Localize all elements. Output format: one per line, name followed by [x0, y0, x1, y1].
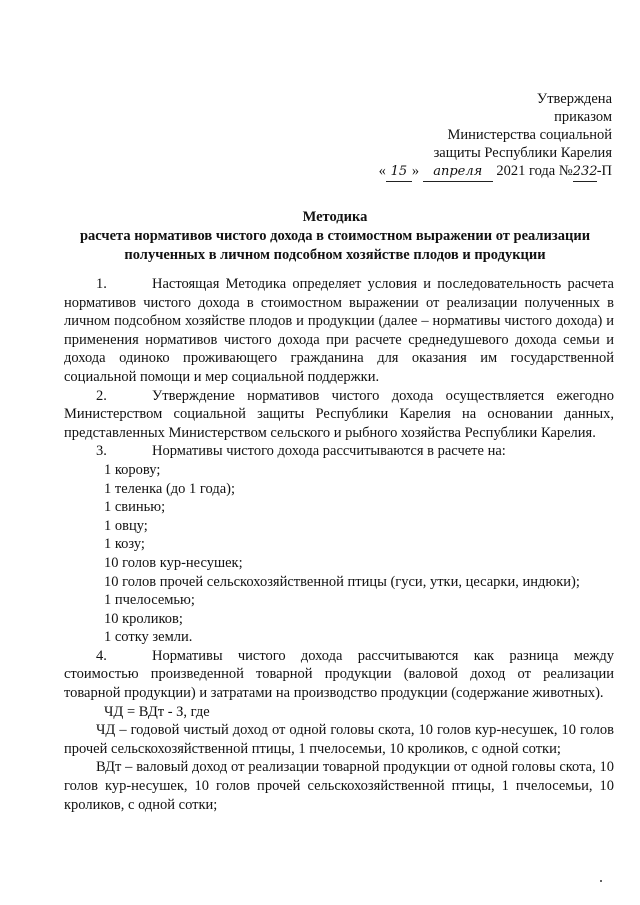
- item-number: 2.: [96, 387, 107, 404]
- item-2: [64, 387, 614, 443]
- list-item: 1 сотку земли.: [104, 629, 193, 646]
- item-text: Утверждение нормативов чистого дохода осуществляется ежегодно Министерством социальной защиты Республики Карелия на основании данных, представленных Министерством сельского и рыбного хозяйства Республики Карелия.: [64, 387, 614, 441]
- item-3: [64, 442, 614, 461]
- date-open-quote: «: [378, 163, 386, 179]
- list-item: 10 кроликов;: [104, 610, 183, 627]
- title-line-2: расчета нормативов чистого дохода в стоимостном выражении от реализации: [79, 228, 591, 244]
- item-text: Настоящая Методика определяет условия и последовательность расчета нормативов чистого дохода в стоимостном выражении от реализации полученных в личном подсобном хозяйстве плодов и продукции (далее – нормативы чистого дохода) и применения нормативов чистого дохода при расчете среднедушевого дохода семьи и дохода одиноко проживающего гражданина для оказания им государственной социальной помощи и мер социальной поддержки.: [64, 276, 614, 385]
- approval-stamp: [379, 90, 612, 182]
- item-4: [64, 647, 614, 703]
- list-item: 1 козу;: [104, 536, 145, 553]
- handwritten-order-number: 232: [573, 163, 597, 182]
- approval-line-3: Министерства социальной: [447, 127, 612, 143]
- handwritten-day: 15: [386, 163, 412, 182]
- approval-line-1: Утверждена: [536, 91, 612, 107]
- formula: ЧД = ВДт - З, где: [104, 703, 210, 720]
- item-text: Нормативы чистого дохода рассчитываются в расчете на:: [152, 443, 506, 460]
- list-item: 1 теленка (до 1 года);: [104, 480, 236, 497]
- item-number: 1.: [96, 276, 107, 292]
- document-body: [64, 275, 614, 814]
- handwritten-month: апреля: [423, 163, 493, 182]
- scan-speck: [600, 880, 602, 882]
- document-title: [55, 208, 615, 265]
- approval-line-2: приказом: [554, 109, 612, 125]
- definition-vdt: ВДт – валовый доход от реализации товарной продукции от одной головы скота, 10 голов кур-несушек, 10 голов прочей сельскохозяйственной птицы, 1 пчелосемьи, 10 кроликов, с одной сотки;: [64, 759, 614, 813]
- date-year: 2021 года №: [496, 163, 573, 179]
- approval-date-line: [379, 162, 612, 182]
- list-item: 1 пчелосемью;: [104, 592, 195, 609]
- date-close-quote: »: [411, 163, 420, 179]
- title-line-1: Методика: [302, 209, 368, 225]
- item-number: 3.: [96, 443, 107, 460]
- approval-line-4: защиты Республики Карелия: [433, 145, 612, 161]
- definition-chd: ЧД – годовой чистый доход от одной головы скота, 10 голов кур-несушек, 10 голов прочей сельскохозяйственной птицы, 1 пчелосемьи, 10 кроликов, с одной сотки;: [64, 722, 614, 757]
- item-number: 4.: [96, 647, 107, 664]
- list-item: 1 свинью;: [104, 499, 166, 516]
- item-text: Нормативы чистого дохода рассчитываются как разница между стоимостью произведенной товарной продукции (валовой доход от реализации товарной продукции) и затратами на производство продукции (содержание животных).: [64, 647, 614, 702]
- list-item: 10 голов кур-несушек;: [104, 554, 243, 571]
- order-suffix: -П: [596, 163, 612, 179]
- list-item: 10 голов прочей сельскохозяйственной птицы (гуси, утки, цесарки, индюки);: [104, 573, 580, 590]
- list-item: 1 корову;: [104, 461, 161, 478]
- title-line-3: полученных в личном подсобном хозяйстве плодов и продукции: [124, 247, 546, 263]
- item-1: [64, 275, 614, 387]
- list-item: 1 овцу;: [104, 517, 148, 534]
